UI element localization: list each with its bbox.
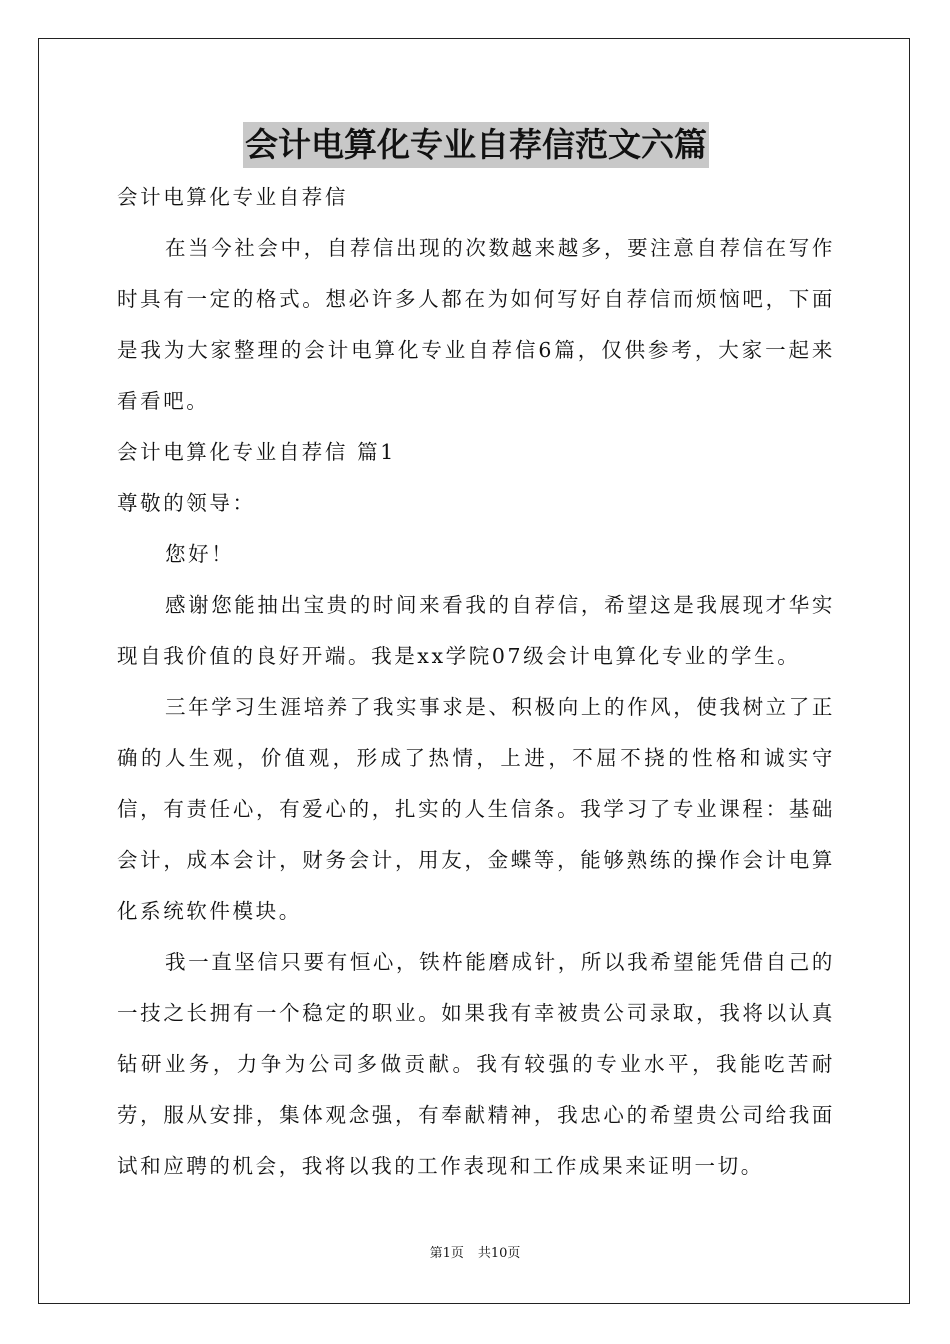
page-total: 共10页 <box>477 1246 521 1261</box>
paragraph-6: 三年学习生涯培养了我实事求是、积极向上的作风，使我树立了正确的人生观，价值观，形成了热情，上进，不屈不挠的性格和诚实守信，有责任心，有爱心的，扎实的人生信条。我学习了专业课程：基础会计，成本会计，财务会计，用友，金蝶等，能够熟练的操作会计电算化系统软件模块。 <box>117 695 835 923</box>
paragraph-5: 感谢您能抽出宝贵的时间来看我的自荐信，希望这是我展现才华实现自我价值的良好开端。我是xx学院07级会计电算化专业的学生。 <box>117 593 835 668</box>
document-body <box>117 122 835 1192</box>
page-footer <box>0 1245 950 1263</box>
page-number: 第1页 <box>429 1246 464 1261</box>
paragraph-0: 会计电算化专业自荐信 <box>117 185 348 209</box>
paragraph-4: 您好！ <box>165 542 235 566</box>
title-row <box>117 122 835 172</box>
paragraph-1: 在当今社会中，自荐信出现的次数越来越多，要注意自荐信在写作时具有一定的格式。想必许多人都在为如何写好自荐信而烦恼吧，下面是我为大家整理的会计电算化专业自荐信6篇，仅供参考，大家一起来看看吧。 <box>117 236 835 413</box>
paragraph-2: 会计电算化专业自荐信 篇1 <box>117 440 396 464</box>
paragraph-7: 我一直坚信只要有恒心，铁杵能磨成针，所以我希望能凭借自己的一技之长拥有一个稳定的职业。如果我有幸被贵公司录取，我将以认真钻研业务，力争为公司多做贡献。我有较强的专业水平，我能吃苦耐劳，服从安排，集体观念强，有奉献精神，我忠心的希望贵公司给我面试和应聘的机会，我将以我的工作表现和工作成果来证明一切。 <box>117 950 835 1178</box>
document-title: 会计电算化专业自荐信范文六篇 <box>243 122 709 168</box>
paragraph-3: 尊敬的领导： <box>117 491 256 515</box>
